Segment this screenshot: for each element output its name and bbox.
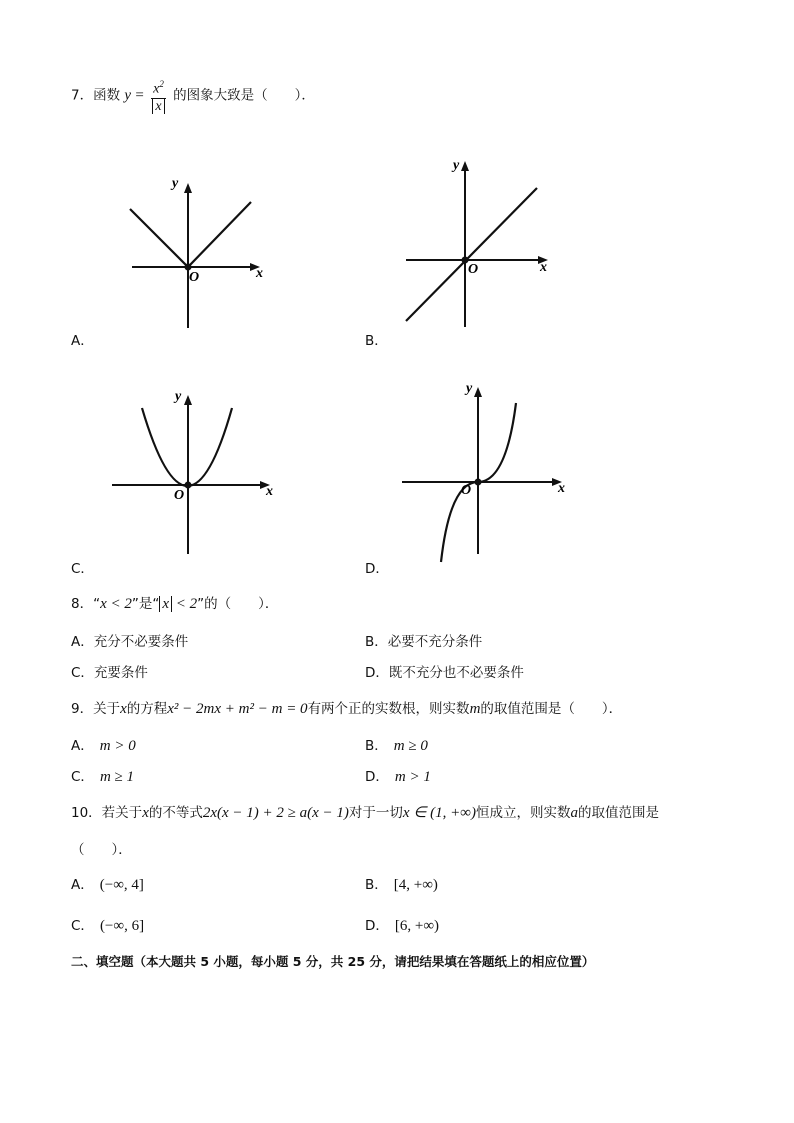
q10-option-d[interactable] <box>365 914 439 935</box>
q10-mid3: 恒成立，则实数 <box>475 805 571 821</box>
curve <box>130 202 251 267</box>
q10-option-b[interactable] <box>365 873 438 894</box>
y-arrow <box>474 387 482 397</box>
q8-option-c[interactable] <box>71 661 148 681</box>
q10-domain: x ∈ (1, +∞) <box>402 805 476 821</box>
option-text: (−∞, 6] <box>99 918 145 934</box>
q8-option-b[interactable] <box>365 630 482 650</box>
q9-mid1: 的方程 <box>126 701 168 717</box>
q7-option-b[interactable]: B． <box>365 333 388 349</box>
q10-inequality: 2x(x − 1) + 2 ≥ a(x − 1) <box>202 805 349 821</box>
option-letter: C． <box>71 918 94 934</box>
q7-graph-d <box>398 376 573 566</box>
q9-equation: x² − 2mx + m² − m = 0 <box>167 701 308 717</box>
q9-suffix: 的取值范围是（ ）． <box>480 701 623 717</box>
option-text: m > 0 <box>99 738 136 754</box>
option-text: m > 1 <box>394 769 431 785</box>
q8-text-mid: ”是“ <box>131 596 160 612</box>
y-arrow <box>461 161 469 171</box>
q10-suffix: 的取值范围是 <box>577 805 659 821</box>
q9-option-c[interactable] <box>71 765 134 786</box>
option-letter: B． <box>365 738 388 754</box>
option-letter: A． <box>71 877 94 893</box>
q8-text-after: ”的（ ）． <box>197 596 279 612</box>
q7-func-y: y <box>124 87 132 104</box>
q7-option-a[interactable]: A． <box>71 333 94 349</box>
q9-var-m: m <box>469 701 481 717</box>
q7-stem <box>71 76 315 115</box>
x-label: x <box>540 260 547 275</box>
q8-cond2-rest: < 2 <box>172 596 198 612</box>
q10-var-x: x <box>142 805 149 821</box>
q10-mid2: 对于一切 <box>348 805 403 821</box>
q7-option-c[interactable]: C． <box>71 561 94 577</box>
option-text: m ≥ 0 <box>393 738 428 754</box>
q7-number: 7． <box>71 87 94 104</box>
q9-prefix: 9．关于 <box>71 701 121 717</box>
q7-numerator-exp: 2 <box>159 79 164 89</box>
q8-cond2-abs: x <box>159 596 172 612</box>
option-text: [6, +∞) <box>394 918 440 934</box>
option-letter: C． <box>71 769 94 785</box>
y-label: y <box>172 176 179 191</box>
q7-suffix: 的图象大致是（ ）． <box>173 87 315 104</box>
y-arrow <box>184 395 192 405</box>
option-text: 既不充分也不必要条件 <box>388 665 524 681</box>
q9-option-a[interactable] <box>71 734 136 755</box>
origin-label: O <box>461 483 472 498</box>
q7-fraction <box>151 76 166 115</box>
option-letter: B． <box>365 634 388 650</box>
q9-mid2: 有两个正的实数根，则实数 <box>307 701 470 717</box>
q10-stem-line2: （ ）． <box>71 842 132 858</box>
q7-denominator: x <box>152 99 164 114</box>
q7-graph-b <box>400 155 560 333</box>
q9-stem <box>71 697 622 718</box>
origin-label: O <box>189 270 200 285</box>
q9-option-b[interactable] <box>365 734 428 755</box>
option-letter: A． <box>71 738 94 754</box>
section-heading-fill-in: 二、填空题（本大题共 5 小题，每小题 5 分，共 25 分，请把结果填在答题纸上的相应位置） <box>71 954 595 969</box>
q10-option-a[interactable] <box>71 873 144 894</box>
origin-dot <box>475 479 482 486</box>
y-arrow <box>184 183 192 193</box>
q9-option-d[interactable] <box>365 765 431 786</box>
option-letter: D． <box>365 665 389 681</box>
q10-var-a: a <box>570 805 578 821</box>
option-text: [4, +∞) <box>393 877 438 893</box>
option-text: m ≥ 1 <box>99 769 135 785</box>
option-letter: D． <box>365 918 389 934</box>
option-letter: B． <box>365 877 388 893</box>
q8-stem <box>71 592 278 613</box>
option-text: 充要条件 <box>93 665 148 681</box>
curve <box>406 188 537 321</box>
q10-mid1: 的不等式 <box>148 805 203 821</box>
option-letter: D． <box>365 769 389 785</box>
option-text: (−∞, 4] <box>99 877 144 893</box>
origin-label: O <box>468 262 479 277</box>
option-letter: C． <box>71 665 94 681</box>
option-text: 必要不充分条件 <box>387 634 483 650</box>
q10-option-c[interactable] <box>71 914 144 935</box>
y-label: y <box>466 381 473 396</box>
origin-dot <box>185 482 192 489</box>
option-text: 充分不必要条件 <box>93 634 189 650</box>
option-letter: A． <box>71 634 94 650</box>
x-label: x <box>256 266 263 281</box>
q7-equals: = <box>135 87 144 104</box>
q9-var-x: x <box>120 701 127 717</box>
q7-graph-c <box>110 386 280 558</box>
y-label: y <box>175 389 182 404</box>
q7-option-d[interactable]: D． <box>365 561 389 577</box>
x-label: x <box>266 484 273 499</box>
q10-stem <box>71 801 659 822</box>
q8-option-a[interactable] <box>71 630 188 650</box>
origin-label: O <box>174 488 185 503</box>
q8-option-d[interactable] <box>365 661 524 681</box>
q8-text-before: 8．“ <box>71 596 101 612</box>
q7-numerator: x <box>153 81 160 97</box>
q8-cond1: x < 2 <box>100 596 132 612</box>
q7-graph-a <box>120 168 270 333</box>
q10-prefix: 10．若关于 <box>71 805 143 821</box>
y-label: y <box>453 158 460 173</box>
x-label: x <box>558 481 565 496</box>
q7-prefix: 函数 <box>93 87 121 104</box>
